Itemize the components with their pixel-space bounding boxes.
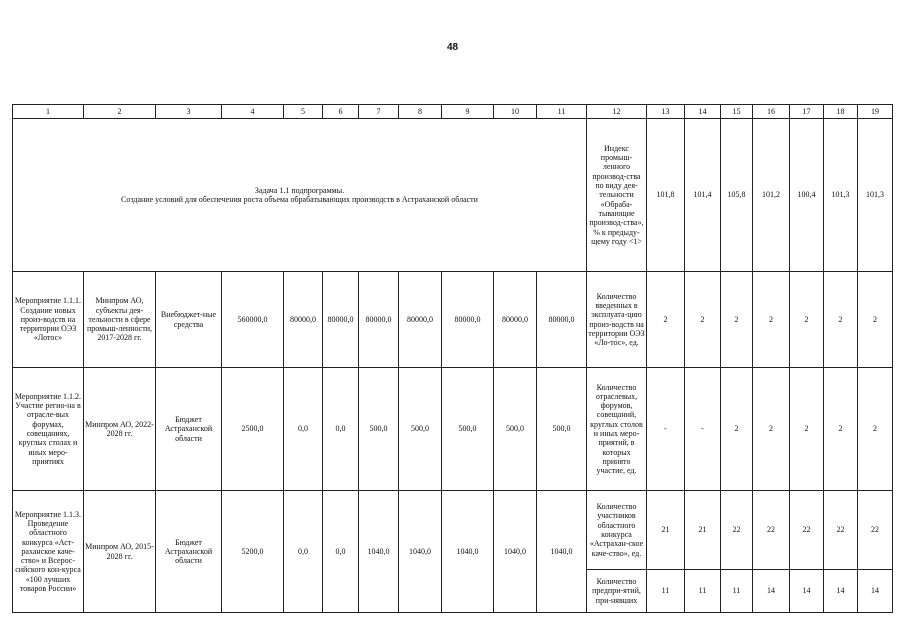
value-cell: 2	[824, 368, 858, 491]
table-row	[13, 368, 893, 491]
value-cell: 2	[721, 368, 753, 491]
value-cell: 22	[790, 491, 824, 570]
value-cell: 2	[824, 272, 858, 368]
value-cell: 11	[721, 570, 753, 613]
value-cell: 21	[647, 491, 685, 570]
source-cell: Бюджет Астраханской области	[156, 491, 222, 613]
value-cell: 2	[858, 368, 893, 491]
task-title: Задача 1.1 подпрограммы.	[254, 185, 345, 195]
value-cell: 2	[721, 272, 753, 368]
value-cell: 2	[647, 272, 685, 368]
value-cell: 2	[753, 272, 790, 368]
value-cell: 22	[824, 491, 858, 570]
value-cell: -	[647, 368, 685, 491]
value-cell: 22	[721, 491, 753, 570]
amount-cell: 1040,0	[359, 491, 399, 613]
amount-cell: 80000,0	[399, 272, 442, 368]
column-header: 2	[84, 105, 156, 119]
value-cell: 100,4	[790, 119, 824, 272]
amount-cell: 80000,0	[442, 272, 494, 368]
task-subtitle: Создание условий для обеспечения роста объема обрабатывающих производств в Астраханской области	[121, 195, 478, 204]
column-header: 5	[284, 105, 323, 119]
executor-cell: Минпром АО, субъекты дея-тельности в сфере промыш-ленности, 2017-2028 гг.	[84, 272, 156, 368]
value-cell: 2	[858, 272, 893, 368]
amount-cell: 2500,0	[222, 368, 284, 491]
indicator-cell: Количество отраслевых, форумов, совещаний, круглых столов и иных меро-приятий, в которых принято участие, ед.	[587, 368, 647, 491]
value-cell: 22	[753, 491, 790, 570]
column-header: 6	[323, 105, 359, 119]
value-cell: 101,3	[824, 119, 858, 272]
column-header: 11	[537, 105, 587, 119]
indicator-cell: Индекс промыш-ленного производ-ства по виду дея-тельности «Обраба-тывающие производ-ства», % к предыду-щему году <1>	[587, 119, 647, 272]
column-header: 16	[753, 105, 790, 119]
column-header: 8	[399, 105, 442, 119]
amount-cell: 500,0	[537, 368, 587, 491]
amount-cell: 0,0	[284, 491, 323, 613]
value-cell: 14	[753, 570, 790, 613]
value-cell: 21	[685, 491, 721, 570]
amount-cell: 500,0	[399, 368, 442, 491]
amount-cell: 1040,0	[494, 491, 537, 613]
value-cell: 14	[824, 570, 858, 613]
task-description	[13, 119, 587, 272]
source-cell: Внебюджет-ные средства	[156, 272, 222, 368]
column-header: 3	[156, 105, 222, 119]
value-cell: 2	[753, 368, 790, 491]
value-cell: 101,2	[753, 119, 790, 272]
value-cell: 101,8	[647, 119, 685, 272]
column-header: 17	[790, 105, 824, 119]
column-header: 4	[222, 105, 284, 119]
measure-cell: Мероприятие 1.1.3. Проведение областного конкурса «Аст-раханское каче-ство» и Всерос-сийского кон-курса «100 лучших товаров России»	[13, 491, 84, 613]
column-header: 14	[685, 105, 721, 119]
amount-cell: 1040,0	[537, 491, 587, 613]
amount-cell: 500,0	[359, 368, 399, 491]
indicator-cell: Количество предпри-ятий, при-нявших	[587, 570, 647, 613]
column-header: 13	[647, 105, 685, 119]
column-header: 1	[13, 105, 84, 119]
amount-cell: 560000,0	[222, 272, 284, 368]
amount-cell: 500,0	[494, 368, 537, 491]
amount-cell: 80000,0	[359, 272, 399, 368]
value-cell: 2	[790, 368, 824, 491]
amount-cell: 0,0	[284, 368, 323, 491]
value-cell: 2	[790, 272, 824, 368]
value-cell: 2	[685, 272, 721, 368]
amount-cell: 80000,0	[494, 272, 537, 368]
column-header: 19	[858, 105, 893, 119]
amount-cell: 80000,0	[323, 272, 359, 368]
column-header: 10	[494, 105, 537, 119]
value-cell: 11	[647, 570, 685, 613]
value-cell: 101,4	[685, 119, 721, 272]
column-header: 15	[721, 105, 753, 119]
amount-cell: 1040,0	[442, 491, 494, 613]
amount-cell: 5200,0	[222, 491, 284, 613]
table-row	[13, 491, 893, 570]
column-header: 7	[359, 105, 399, 119]
value-cell: 14	[858, 570, 893, 613]
value-cell: 14	[790, 570, 824, 613]
measure-cell: Мероприятие 1.1.1. Создание новых произ-водств на территории ОЭЗ «Лотос»	[13, 272, 84, 368]
indicator-cell: Количество участников областного конкурса «Астрахан-ское каче-ство», ед.	[587, 491, 647, 570]
column-header: 18	[824, 105, 858, 119]
executor-cell: Минпром АО, 2015-2028 гг.	[84, 491, 156, 613]
source-cell: Бюджет Астраханской области	[156, 368, 222, 491]
page-number: 48	[446, 42, 459, 53]
measure-cell: Мероприятие 1.1.2. Участие регио-на в отрасле-вых форумах, совещаниях, круглых столах и иных меро-приятиях	[13, 368, 84, 491]
executor-cell: Минпром АО, 2022-2028 гг.	[84, 368, 156, 491]
value-cell: 22	[858, 491, 893, 570]
value-cell: 105,8	[721, 119, 753, 272]
amount-cell: 80000,0	[284, 272, 323, 368]
value-cell: -	[685, 368, 721, 491]
amount-cell: 500,0	[442, 368, 494, 491]
program-table	[12, 104, 893, 613]
value-cell: 101,3	[858, 119, 893, 272]
amount-cell: 0,0	[323, 368, 359, 491]
amount-cell: 0,0	[323, 491, 359, 613]
task-row	[13, 119, 893, 272]
table-row	[13, 272, 893, 368]
amount-cell: 1040,0	[399, 491, 442, 613]
column-header-row	[13, 105, 893, 119]
indicator-cell: Количество введенных в эксплуата-цию произ-водств на территории ОЭЗ «Ло-тос», ед.	[587, 272, 647, 368]
column-header: 9	[442, 105, 494, 119]
value-cell: 11	[685, 570, 721, 613]
amount-cell: 80000,0	[537, 272, 587, 368]
column-header: 12	[587, 105, 647, 119]
